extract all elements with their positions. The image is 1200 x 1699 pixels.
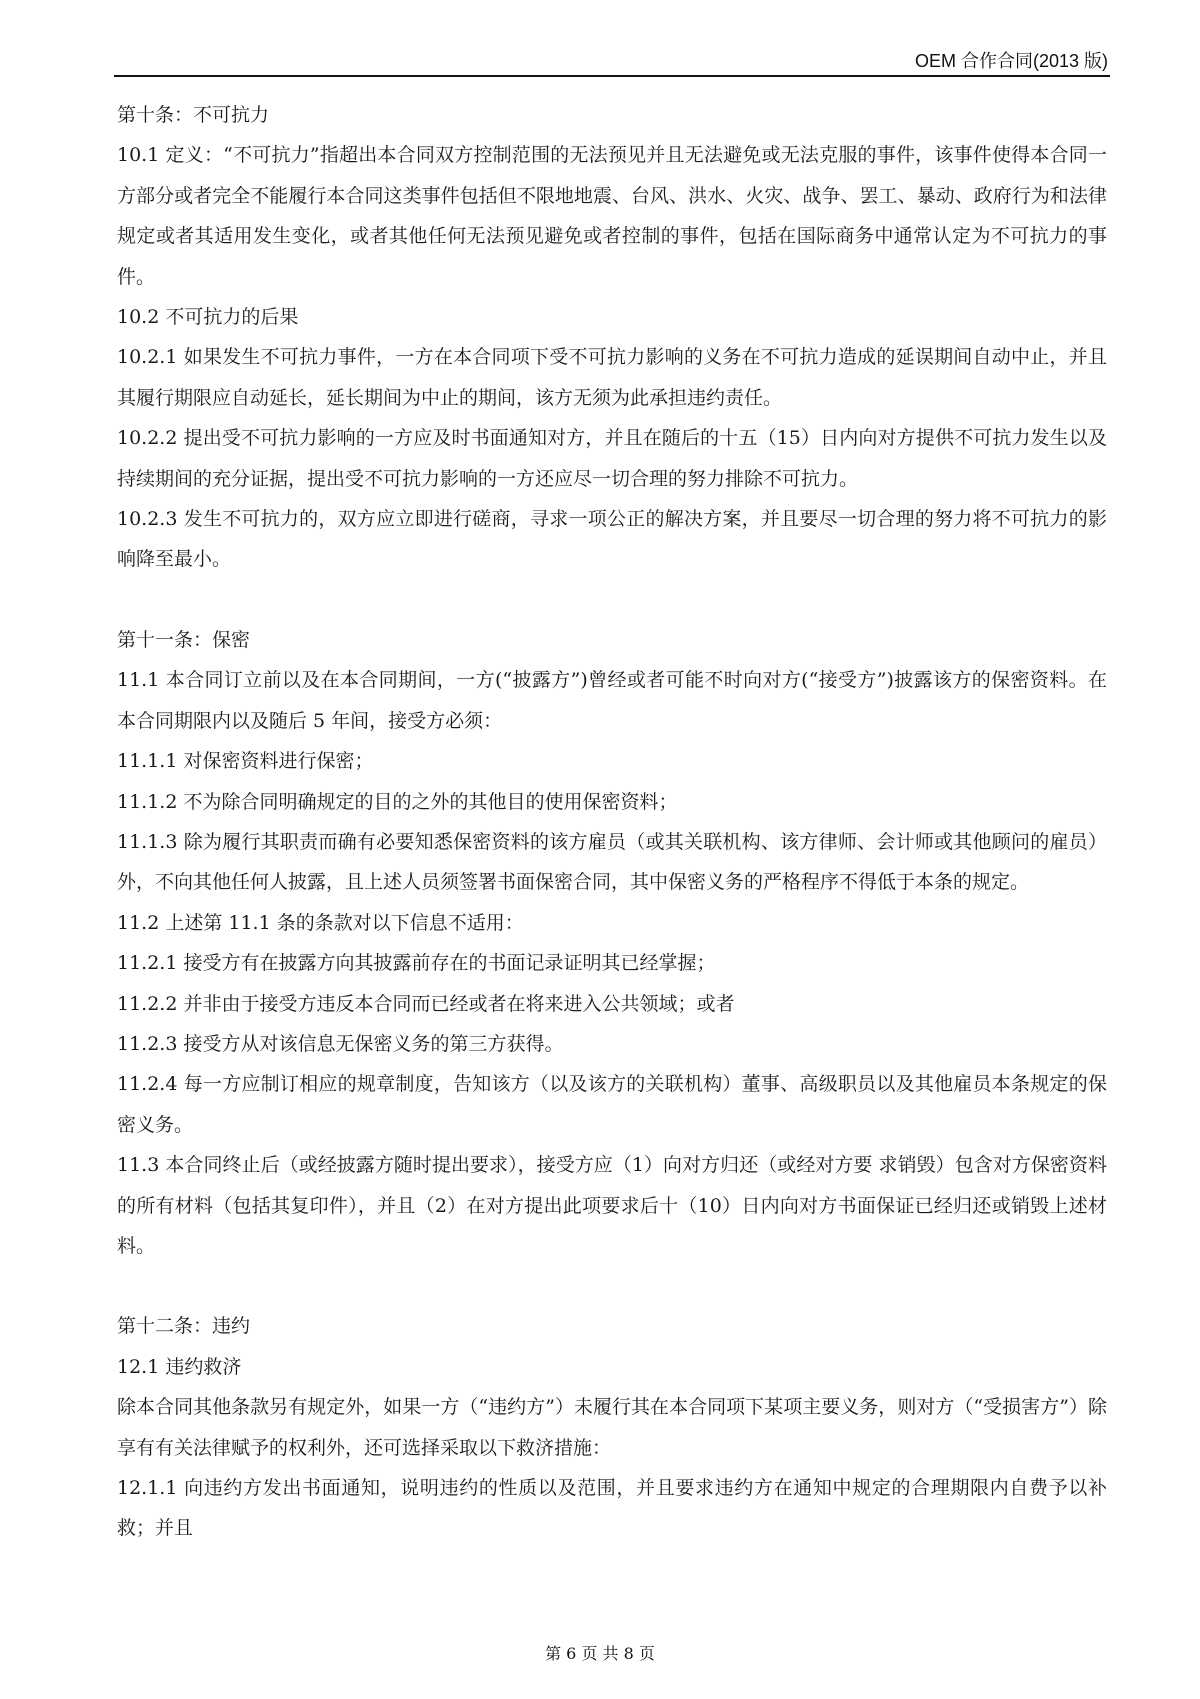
clause-paragraph: 11.2.3 接受方从对该信息无保密义务的第三方获得。 bbox=[117, 1032, 564, 1055]
section-heading: 第十条：不可抗力 bbox=[117, 104, 270, 126]
section-spacer bbox=[117, 580, 1107, 620]
clause-paragraph: 11.2 上述第 11.1 条的条款对以下信息不适用： bbox=[117, 911, 524, 934]
clause-paragraph: 除本合同其他条款另有规定外，如果一方（“违约方”）未履行其在本合同项下某项主要义务，则对方（“受损害方”）除享有有关法律赋予的权利外，还可选择采取以下救济措施： bbox=[117, 1396, 1107, 1459]
clause-paragraph: 11.1.1 对保密资料进行保密； bbox=[117, 750, 374, 773]
clause-paragraph: 11.1.2 不为除合同明确规定的目的之外的其他目的使用保密资料； bbox=[117, 790, 678, 813]
header-divider bbox=[114, 75, 1110, 77]
clause-paragraph: 11.1.3 除为履行其职责而确有必要知悉保密资料的该方雇员（或其关联机构、该方律师、会计师或其他顾问的雇员）外，不向其他任何人披露，且上述人员须签署书面保密合同，其中保密义务的严格程序不得低于本条的规定。 bbox=[117, 830, 1107, 894]
document-body bbox=[117, 95, 1107, 1549]
clause-paragraph: 11.2.1 接受方有在披露方向其披露前存在的书面记录证明其已经掌握； bbox=[117, 952, 716, 975]
clause-paragraph: 11.2.4 每一方应制订相应的规章制度，告知该方（以及该方的关联机构）董事、高级职员以及其他雇员本条规定的保密义务。 bbox=[117, 1073, 1107, 1136]
clause-paragraph: 11.3 本合同终止后（或经披露方随时提出要求），接受方应（1）向对方归还（或经对方要 求销毁）包含对方保密资料的所有材料（包括其复印件），并且（2）在对方提出此项要求后十（10）日内向对方书面保证已经归还或销毁上述材料。 bbox=[117, 1154, 1107, 1257]
clause-paragraph: 10.2.1 如果发生不可抗力事件，一方在本合同项下受不可抗力影响的义务在不可抗力造成的延误期间自动中止，并且其履行期限应自动延长，延长期间为中止的期间，该方无须为此承担违约责任。 bbox=[117, 346, 1107, 409]
clause-paragraph: 12.1.1 向违约方发出书面通知，说明违约的性质以及范围，并且要求违约方在通知中规定的合理期限内自费予以补救；并且 bbox=[117, 1477, 1107, 1540]
clause-paragraph: 10.2.3 发生不可抗力的，双方应立即进行磋商，寻求一项公正的解决方案，并且要尽一切合理的努力将不可抗力的影响降至最小。 bbox=[117, 508, 1107, 571]
clause-paragraph: 11.1 本合同订立前以及在本合同期间，一方(“披露方”)曾经或者可能不时向对方(“接受方”)披露该方的保密资料。在本合同期限内以及随后 5 年间，接受方必须： bbox=[117, 669, 1107, 732]
section-heading: 第十一条：保密 bbox=[117, 628, 251, 651]
clause-paragraph: 10.2.2 提出受不可抗力影响的一方应及时书面通知对方，并且在随后的十五（15）日内向对方提供不可抗力发生以及持续期间的充分证据，提出受不可抗力影响的一方还应尽一切合理的努力排除不可抗力。 bbox=[117, 427, 1107, 490]
clause-paragraph: 12.1 违约救济 bbox=[117, 1355, 242, 1378]
section-spacer bbox=[117, 1266, 1107, 1306]
document-header-title: OEM 合作合同(2013 版) bbox=[914, 51, 1108, 71]
clause-paragraph: 10.2 不可抗力的后果 bbox=[117, 306, 299, 329]
section-heading: 第十二条：违约 bbox=[117, 1315, 251, 1338]
clause-paragraph: 11.2.2 并非由于接受方违反本合同而已经或者在将来进入公共领域；或者 bbox=[117, 992, 735, 1015]
page-number-footer: 第 6 页 共 8 页 bbox=[545, 1644, 655, 1663]
clause-paragraph: 10.1 定义：“不可抗力”指超出本合同双方控制范围的无法预见并且无法避免或无法克服的事件，该事件使得本合同一方部分或者完全不能履行本合同这类事件包括但不限地地震、台风、洪水、火灾、战争、罢工、暴动、政府行为和法律规定或者其适用发生变化，或者其他任何无法预见避免或者控制的事件，包括在国际商务中通常认定为不可抗力的事件。 bbox=[117, 144, 1107, 288]
